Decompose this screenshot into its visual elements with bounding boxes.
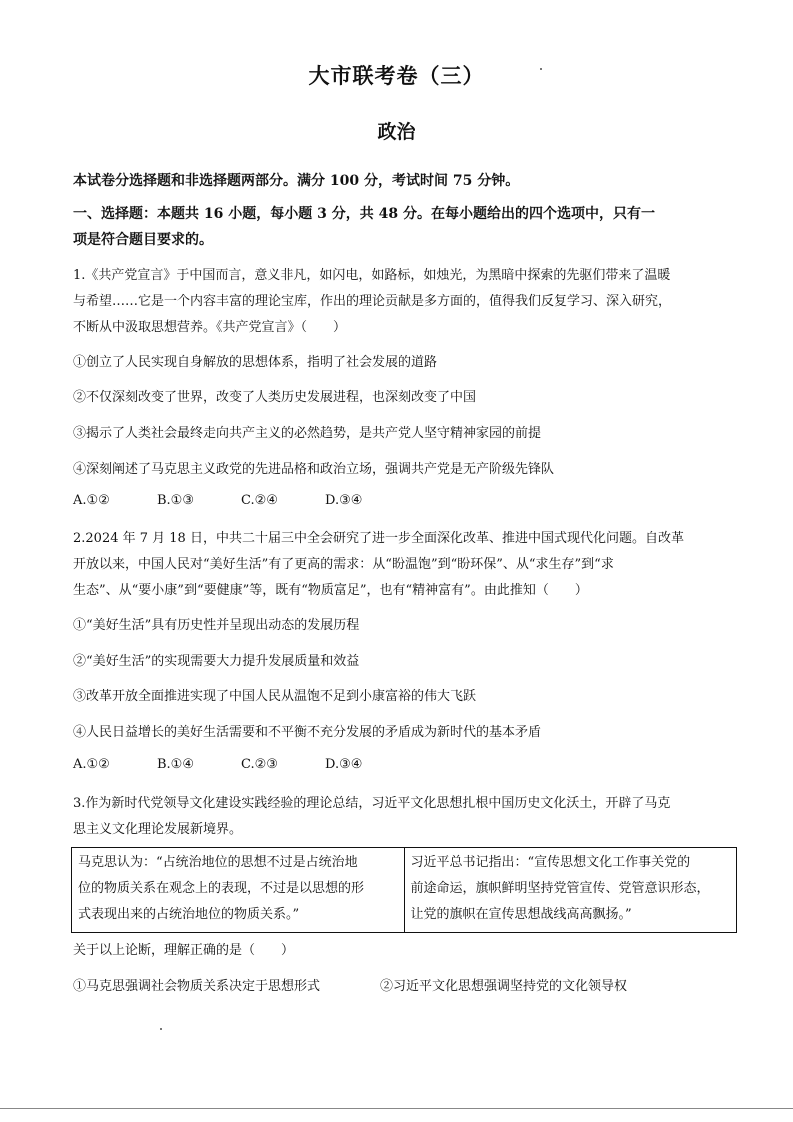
q2-option-c[interactable]: C.②③: [241, 757, 278, 772]
q1-option-a[interactable]: A.①②: [73, 493, 110, 508]
q1-stem-line3: 不断从中汲取思想营养。《共产党宣言》（ ）: [73, 320, 347, 335]
subject-title: 政治: [377, 121, 416, 143]
q3-quote-xi-line2: 前途命运，旗帜鲜明坚持党管宣传、党管意识形态，: [410, 881, 710, 896]
q3-item-2: ②习近平文化思想强调坚持党的文化领导权: [380, 979, 628, 994]
q3-quote-marx: [72, 848, 405, 933]
q1-option-d[interactable]: D.③④: [325, 493, 363, 508]
q3-stem-line2: 思主义文化理论发展新境界。: [73, 822, 243, 837]
scan-speck: [540, 68, 542, 70]
bottom-rule: [0, 1108, 793, 1109]
q3-quote-marx-line3: 式表现出来的占统治地位的物质关系。”: [78, 907, 300, 922]
scan-speck: [160, 1028, 162, 1030]
q1-stem-line1: 1.《共产党宣言》于中国而言，意义非凡，如闪电，如路标，如烛光，为黑暗中探索的先驱们带来了温暖: [73, 268, 671, 283]
q2-stem-line1: 2.2024 年 7 月 18 日，中共二十届三中全会研究了进一步全面深化改革、推进中国式现代化问题。自改革: [73, 531, 684, 546]
q2-options: [73, 757, 362, 772]
section-heading-line1: 一、选择题：本题共 16 小题，每小题 3 分，共 48 分。在每小题给出的四个选项中，只有一: [73, 206, 655, 222]
q2-item-2: ②“美好生活”的实现需要大力提升发展质量和效益: [73, 654, 360, 669]
q2-stem-line2: 开放以来，中国人民对“美好生活”有了更高的需求：从“盼温饱”到“盼环保”、从“求生存”到“求: [73, 557, 614, 572]
q1-options: [73, 493, 362, 508]
q2-item-3: ③改革开放全面推进实现了中国人民从温饱不足到小康富裕的伟大飞跃: [73, 689, 477, 704]
q1-option-c[interactable]: C.②④: [241, 493, 278, 508]
q3-quote-xi-line3: 让党的旗帜在宣传思想战线高高飘扬。”: [410, 907, 632, 922]
q2-option-a[interactable]: A.①②: [73, 757, 110, 772]
q1-item-2: ②不仅深刻改变了世界，改变了人类历史发展进程，也深刻改变了中国: [73, 390, 477, 405]
exam-intro: 本试卷分选择题和非选择题两部分。满分 100 分，考试时间 75 分钟。: [73, 173, 520, 189]
exam-title: 大市联考卷（三）: [308, 63, 485, 88]
q2-option-d[interactable]: D.③④: [325, 757, 363, 772]
q3-item-1: ①马克思强调社会物质关系决定于思想形式: [73, 979, 321, 994]
section-heading-line2: 项是符合题目要求的。: [73, 232, 213, 248]
q3-stem-line1: 3.作为新时代党领导文化建设实践经验的理论总结，习近平文化思想扎根中国历史文化沃土，开辟了马克: [73, 796, 671, 811]
q3-quote-xi-line1: 习近平总书记指出：“宣传思想文化工作事关党的: [410, 855, 691, 870]
q1-item-4: ④深刻阐述了马克思主义政党的先进品格和政治立场，强调共产党是无产阶级先锋队: [73, 462, 555, 477]
q2-item-1: ①“美好生活”具有历史性并呈现出动态的发展历程: [73, 618, 360, 633]
q3-quote-marx-line2: 位的物质关系在观念上的表现，不过是以思想的形: [78, 881, 365, 896]
q2-option-b[interactable]: B.①④: [157, 757, 194, 772]
q1-option-b[interactable]: B.①③: [157, 493, 194, 508]
q1-stem-line2: 与希望……它是一个内容丰富的理论宝库，作出的理论贡献是多方面的，值得我们反复学习、深入研究，: [73, 294, 672, 309]
q3-quote-table: [71, 847, 737, 933]
q3-quote-marx-line1: 马克思认为：“占统治地位的思想不过是占统治地: [78, 855, 358, 870]
q3-quote-xi: [404, 848, 737, 933]
q3-question: 关于以上论断，理解正确的是（ ）: [73, 943, 295, 958]
q1-item-3: ③揭示了人类社会最终走向共产主义的必然趋势，是共产党人坚守精神家园的前提: [73, 426, 542, 441]
q2-item-4: ④人民日益增长的美好生活需要和不平衡不充分发展的矛盾成为新时代的基本矛盾: [73, 725, 542, 740]
q1-item-1: ①创立了人民实现自身解放的思想体系，指明了社会发展的道路: [73, 355, 438, 370]
q2-stem-line3: 生态”、从“要小康”到“要健康”等，既有“物质富足”，也有“精神富有”。由此推知（ ）: [73, 583, 588, 598]
